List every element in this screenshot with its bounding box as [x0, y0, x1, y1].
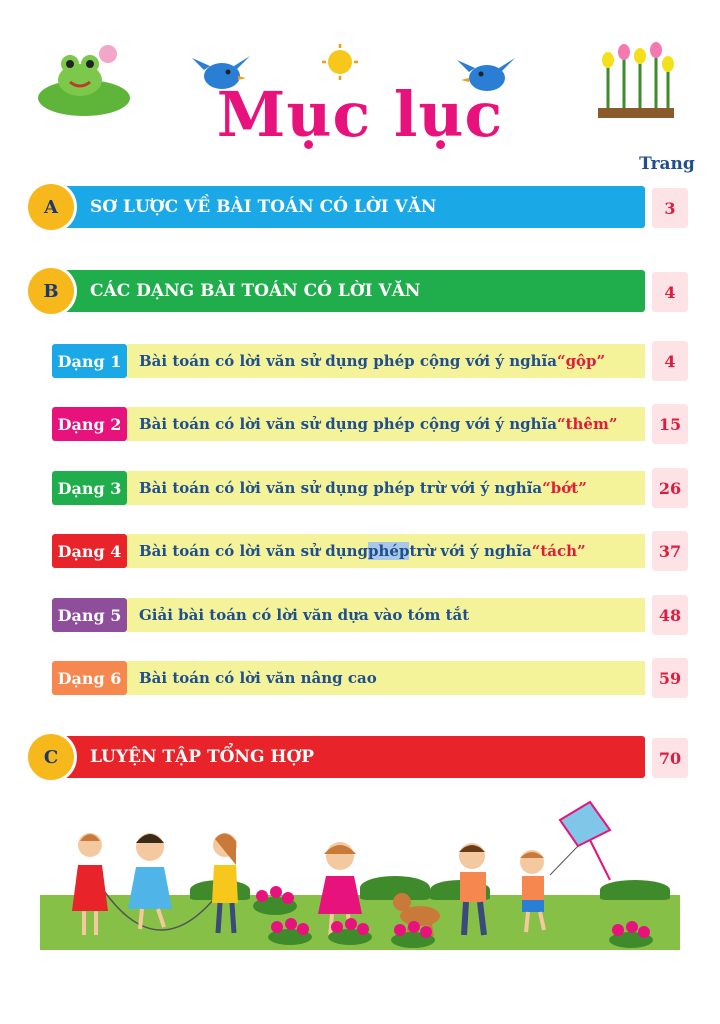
section-b-bar[interactable]: [62, 270, 645, 312]
dang-1-page: 4: [652, 341, 688, 381]
dang-2-label[interactable]: Dạng 2: [52, 407, 127, 441]
dang-1-label[interactable]: Dạng 1: [52, 344, 127, 378]
dang-5-page: 48: [652, 595, 688, 635]
dang-6-page: 59: [652, 658, 688, 698]
children-jump-rope-icon: [60, 825, 260, 945]
flower-bush-icon: [606, 918, 656, 948]
dang-4-label[interactable]: Dạng 4: [52, 534, 127, 568]
flower-bush-icon: [325, 915, 375, 945]
page-column-label: Trang: [639, 154, 695, 174]
dang-4-highlighted-word: phép: [368, 542, 410, 560]
dang-4-keyword: “tách”: [531, 542, 586, 560]
section-c-page: 70: [652, 738, 688, 778]
dang-6-text: Bài toán có lời văn nâng cao: [139, 669, 377, 687]
section-a-title: SƠ LƯỢC VỀ BÀI TOÁN CÓ LỜI VĂN: [90, 197, 437, 217]
section-b-badge: B: [28, 268, 74, 314]
dang-5-text: Giải bài toán có lời văn dựa vào tóm tắt: [139, 606, 470, 624]
dang-5-label[interactable]: Dạng 5: [52, 598, 127, 632]
section-b-page: 4: [652, 272, 688, 312]
dang-3-row[interactable]: [127, 471, 645, 505]
dang-4-row[interactable]: [127, 534, 645, 568]
dang-1-keyword: “gộp”: [556, 352, 606, 370]
section-c-title: LUYỆN TẬP TỔNG HỢP: [90, 747, 315, 767]
dang-5-row[interactable]: [127, 598, 645, 632]
dang-2-text: Bài toán có lời văn sử dụng phép cộng với ý nghĩa: [139, 415, 557, 433]
section-a-page: 3: [652, 188, 688, 228]
dang-1-row[interactable]: [127, 344, 645, 378]
section-a-badge: A: [28, 184, 74, 230]
page-title: Mục lục: [216, 78, 504, 151]
section-a-bar[interactable]: [62, 186, 645, 228]
dang-1-text: Bài toán có lời văn sử dụng phép cộng với ý nghĩa: [139, 352, 557, 370]
sun-icon: [318, 42, 362, 82]
dang-3-page: 26: [652, 468, 688, 508]
dang-3-label[interactable]: Dạng 3: [52, 471, 127, 505]
dang-4-text: Bài toán có lời văn sử dụng: [139, 542, 369, 560]
dang-6-row[interactable]: [127, 661, 645, 695]
section-c-bar[interactable]: [62, 736, 645, 778]
dang-3-text: Bài toán có lời văn sử dụng phép trừ với ý nghĩa: [139, 479, 543, 497]
dang-6-label[interactable]: Dạng 6: [52, 661, 127, 695]
dang-2-keyword: “thêm”: [556, 415, 618, 433]
dang-2-page: 15: [652, 404, 688, 444]
flower-bush-icon: [388, 918, 438, 948]
flower-bush-icon: [250, 880, 300, 916]
dang-3-keyword: “bớt”: [542, 479, 587, 497]
section-c-badge: C: [28, 734, 74, 780]
section-b-title: CÁC DẠNG BÀI TOÁN CÓ LỜI VĂN: [90, 281, 421, 301]
flower-bush-icon: [265, 915, 315, 945]
dang-4-page: 37: [652, 531, 688, 571]
dang-2-row[interactable]: [127, 407, 645, 441]
dang-4-text-cont: trừ với ý nghĩa: [409, 542, 532, 560]
